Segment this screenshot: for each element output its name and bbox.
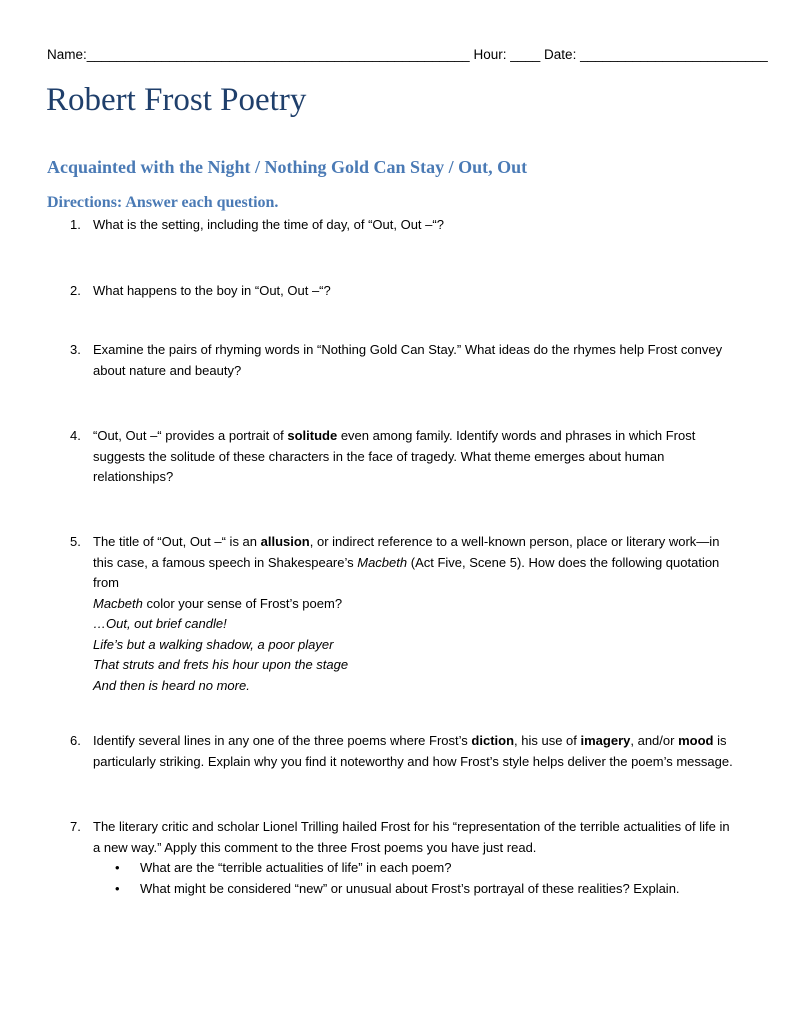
key-term-solitude: solitude bbox=[287, 428, 338, 443]
question-text-line: Examine the pairs of rhyming words in “Nothing Gold Can Stay.” What ideas do the rhymes help Frost convey bbox=[93, 342, 723, 357]
question-3 bbox=[47, 340, 747, 381]
question-4 bbox=[47, 426, 747, 488]
text-run: Identify several lines in any one of the three poems where Frost’s bbox=[93, 733, 472, 748]
question-text-line bbox=[93, 553, 747, 594]
text-run: , his use of bbox=[514, 733, 581, 748]
bullet-icon: • bbox=[115, 880, 120, 896]
text-run: , and/or bbox=[630, 733, 679, 748]
date-blank: _________________________ bbox=[580, 47, 768, 62]
text-run: (Act Five, Scene 5). How does the following quotation from bbox=[93, 554, 720, 590]
hour-label: Hour: bbox=[473, 47, 507, 62]
question-text-line bbox=[93, 594, 747, 615]
sub-question bbox=[93, 879, 747, 900]
question-text-line: suggests the solitude of these characters in the face of tragedy. What theme emerges about human bbox=[93, 448, 665, 464]
key-term-mood: mood bbox=[678, 733, 714, 748]
question-text-line: The literary critic and scholar Lionel Trilling hailed Frost for his “representation of the terrible actualities of life in bbox=[93, 819, 730, 834]
question-number: 7. bbox=[70, 819, 81, 834]
question-text-line bbox=[93, 731, 747, 752]
text-run: this case, a famous speech in Shakespeare’s bbox=[93, 554, 358, 570]
text-run: color your sense of Frost’s poem? bbox=[142, 595, 343, 611]
name-label: Name: bbox=[47, 47, 87, 62]
sub-question bbox=[93, 858, 747, 879]
question-text-line bbox=[93, 426, 747, 447]
question-number: 3. bbox=[70, 342, 81, 357]
directions-heading: Directions: Answer each question. bbox=[47, 194, 279, 211]
question-2 bbox=[47, 281, 747, 302]
question-text-line bbox=[93, 532, 747, 553]
quotation-line: …Out, out brief candle! bbox=[93, 616, 227, 631]
poems-subtitle: Acquainted with the Night / Nothing Gold Can Stay / Out, Out bbox=[47, 157, 528, 177]
play-title: Macbeth bbox=[357, 554, 408, 570]
quotation-line: That struts and frets his hour upon the stage bbox=[93, 657, 349, 672]
question-number: 4. bbox=[70, 428, 81, 443]
key-term-imagery: imagery bbox=[580, 733, 631, 748]
question-7 bbox=[47, 817, 747, 899]
question-1 bbox=[47, 215, 747, 236]
name-blank: ___________________________________________________ bbox=[86, 47, 470, 62]
text-run: The title of “Out, Out –“ is an bbox=[93, 534, 261, 549]
sub-question-text: What are the “terrible actualities of life” in each poem? bbox=[140, 860, 452, 875]
sub-question-list bbox=[93, 858, 747, 899]
question-text-line: particularly striking. Explain why you find it noteworthy and how Frost’s style helps deliver the poem’s message. bbox=[93, 753, 733, 769]
quotation-line: Life’s but a walking shadow, a poor player bbox=[93, 636, 334, 652]
question-number: 2. bbox=[70, 283, 81, 298]
text-run: is bbox=[713, 733, 727, 748]
hour-blank: ____ bbox=[510, 47, 541, 62]
key-term-allusion: allusion bbox=[260, 534, 310, 549]
question-number: 1. bbox=[70, 217, 81, 232]
question-text-line: about nature and beauty? bbox=[93, 362, 242, 378]
text-run: “Out, Out –“ provides a portrait of bbox=[93, 428, 288, 443]
question-5 bbox=[47, 532, 747, 696]
question-number: 5. bbox=[70, 534, 81, 549]
student-info-line bbox=[47, 46, 768, 64]
question-text-line: relationships? bbox=[93, 469, 174, 484]
key-term-diction: diction bbox=[471, 733, 515, 748]
text-run: even among family. Identify words and phrases in which Frost bbox=[337, 428, 696, 443]
bullet-icon: • bbox=[115, 860, 120, 875]
page-title: Robert Frost Poetry bbox=[46, 82, 307, 118]
question-number: 6. bbox=[70, 733, 81, 748]
sub-question-text: What might be considered “new” or unusual about Frost’s portrayal of these realities? Explain. bbox=[140, 880, 680, 896]
play-title: Macbeth bbox=[93, 595, 143, 611]
question-text: What is the setting, including the time of day, of “Out, Out –“? bbox=[93, 217, 444, 232]
quotation-line: And then is heard no more. bbox=[93, 677, 250, 693]
question-6 bbox=[47, 731, 747, 772]
question-text: What happens to the boy in “Out, Out –“? bbox=[93, 283, 331, 298]
question-text-line: a new way.” Apply this comment to the three Frost poems you have just read. bbox=[93, 839, 537, 855]
text-run: , or indirect reference to a well-known person, place or literary work—in bbox=[309, 534, 720, 549]
date-label: Date: bbox=[544, 47, 577, 62]
